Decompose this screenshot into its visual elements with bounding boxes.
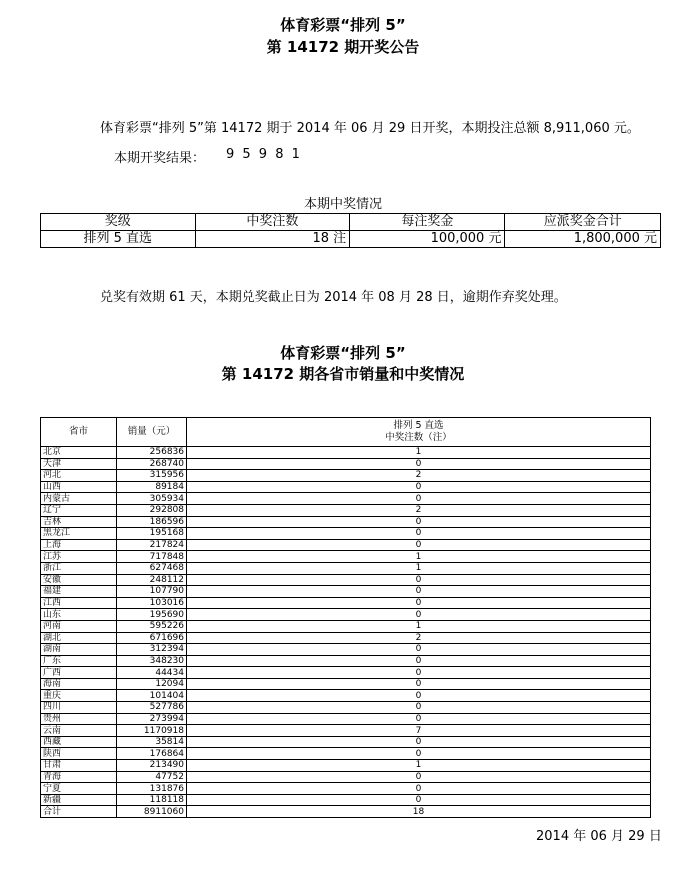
winners-header-line1: 排列 5 直选: [393, 420, 444, 431]
prize-amount: 100,000 元: [350, 231, 505, 248]
province-row: [41, 725, 651, 737]
province-name: 山西: [41, 481, 117, 493]
province-name: 吉林: [41, 516, 117, 528]
prize-header-total: 应派奖金合计: [505, 214, 661, 231]
province-sales: 348230: [117, 655, 187, 667]
province-table-body: [41, 447, 651, 818]
province-sales: 103016: [117, 597, 187, 609]
prize-table-row: [41, 231, 661, 248]
province-row: [41, 516, 651, 528]
province-name: 浙江: [41, 562, 117, 574]
province-sales: 273994: [117, 713, 187, 725]
result-label: 本期开奖结果：: [114, 151, 206, 166]
validity-note: 兑奖有效期 61 天，本期兑奖截止日为 2014 年 08 月 28 日，逾期作弃奖处理。: [100, 290, 567, 305]
province-winners: 0: [187, 690, 651, 702]
province-row: [41, 504, 651, 516]
province-name: 北京: [41, 447, 117, 459]
province-sales: 131876: [117, 783, 187, 795]
province-winners: 0: [187, 713, 651, 725]
province-sales: 107790: [117, 586, 187, 598]
province-table: [40, 417, 651, 818]
winners-header-line2: 中奖注数（注）: [385, 432, 452, 443]
province-name: 陕西: [41, 748, 117, 760]
province-row: [41, 655, 651, 667]
province-name: 海南: [41, 678, 117, 690]
province-winners: 2: [187, 470, 651, 482]
province-row: [41, 620, 651, 632]
province-sales: 268740: [117, 458, 187, 470]
province-sales: 315956: [117, 470, 187, 482]
province-name: 湖北: [41, 632, 117, 644]
province-name: 合计: [41, 806, 117, 818]
province-sales: 256836: [117, 447, 187, 459]
province-row: [41, 783, 651, 795]
province-name: 青海: [41, 771, 117, 783]
province-sales: 195168: [117, 528, 187, 540]
prize-header-amount: 每注奖金: [350, 214, 505, 231]
province-row: [41, 447, 651, 459]
province-winners: 0: [187, 783, 651, 795]
province-name: 新疆: [41, 794, 117, 806]
province-winners: 0: [187, 702, 651, 714]
province-sales: 527786: [117, 702, 187, 714]
province-name: 江苏: [41, 551, 117, 563]
winners-header: [187, 418, 651, 447]
province-row: [41, 667, 651, 679]
prize-header-count: 中奖注数: [195, 214, 350, 231]
province-row: [41, 806, 651, 818]
province-winners: 0: [187, 678, 651, 690]
province-name: 湖南: [41, 644, 117, 656]
province-sales: 12094: [117, 678, 187, 690]
province-sales: 627468: [117, 562, 187, 574]
province-winners: 0: [187, 481, 651, 493]
province-row: [41, 539, 651, 551]
province-winners: 0: [187, 493, 651, 505]
province-name: 黑龙江: [41, 528, 117, 540]
sales-announcement: 体育彩票“排列 5”第 14172 期于 2014 年 06 月 29 日开奖，本期投注总额 8,911,060 元。: [100, 121, 640, 136]
province-name: 天津: [41, 458, 117, 470]
page-title: 体育彩票“排列 5”: [280, 16, 406, 34]
province-name: 江西: [41, 597, 117, 609]
prize-table: [40, 213, 661, 248]
province-sales: 312394: [117, 644, 187, 656]
province-name: 云南: [41, 725, 117, 737]
province-winners: 0: [187, 644, 651, 656]
province-name: 河北: [41, 470, 117, 482]
province-sales: 305934: [117, 493, 187, 505]
province-winners: 0: [187, 528, 651, 540]
province-winners: 1: [187, 620, 651, 632]
province-row: [41, 713, 651, 725]
province-winners: 0: [187, 516, 651, 528]
province-row: [41, 551, 651, 563]
province-winners: 1: [187, 551, 651, 563]
province-winners: 0: [187, 597, 651, 609]
province-name: 宁夏: [41, 783, 117, 795]
province-sales: 35814: [117, 736, 187, 748]
province-winners: 2: [187, 504, 651, 516]
province-row: [41, 481, 651, 493]
province-winners: 0: [187, 458, 651, 470]
province-winners: 0: [187, 609, 651, 621]
province-row: [41, 528, 651, 540]
province-name: 四川: [41, 702, 117, 714]
province-row: [41, 493, 651, 505]
prize-table-header-row: [41, 214, 661, 231]
province-row: [41, 597, 651, 609]
province-winners: 0: [187, 539, 651, 551]
province-name: 山东: [41, 609, 117, 621]
province-winners: 0: [187, 586, 651, 598]
sales-header: 销量（元）: [117, 418, 187, 447]
province-row: [41, 562, 651, 574]
province-row: [41, 690, 651, 702]
province-sales: 248112: [117, 574, 187, 586]
province-winners: 0: [187, 771, 651, 783]
province-name: 内蒙古: [41, 493, 117, 505]
province-winners: 2: [187, 632, 651, 644]
province-row: [41, 760, 651, 772]
province-sales: 671696: [117, 632, 187, 644]
prize-level: 排列 5 直选: [41, 231, 196, 248]
province-winners: 1: [187, 447, 651, 459]
province-row: [41, 748, 651, 760]
province-section-subtitle: 第 14172 期各省市销量和中奖情况: [221, 365, 465, 383]
province-name: 西藏: [41, 736, 117, 748]
province-sales: 595226: [117, 620, 187, 632]
province-winners: 0: [187, 574, 651, 586]
province-sales: 44434: [117, 667, 187, 679]
prize-header-level: 奖级: [41, 214, 196, 231]
province-row: [41, 678, 651, 690]
province-sales: 118118: [117, 794, 187, 806]
province-sales: 717848: [117, 551, 187, 563]
prize-total: 1,800,000 元: [505, 231, 661, 248]
province-winners: 1: [187, 760, 651, 772]
province-row: [41, 644, 651, 656]
province-row: [41, 702, 651, 714]
province-winners: 0: [187, 736, 651, 748]
province-sales: 186596: [117, 516, 187, 528]
province-row: [41, 736, 651, 748]
province-name: 辽宁: [41, 504, 117, 516]
province-sales: 47752: [117, 771, 187, 783]
province-name: 贵州: [41, 713, 117, 725]
footer-date: 2014 年 06 月 29 日: [536, 829, 662, 844]
province-sales: 292808: [117, 504, 187, 516]
province-table-header-row: [41, 418, 651, 447]
province-sales: 213490: [117, 760, 187, 772]
province-row: [41, 609, 651, 621]
province-name: 上海: [41, 539, 117, 551]
province-name: 广东: [41, 655, 117, 667]
province-row: [41, 458, 651, 470]
province-row: [41, 574, 651, 586]
province-name: 福建: [41, 586, 117, 598]
province-sales: 176864: [117, 748, 187, 760]
province-winners: 0: [187, 667, 651, 679]
prize-count: 18 注: [195, 231, 350, 248]
prize-table-caption: 本期中奖情况: [303, 197, 382, 212]
province-winners: 7: [187, 725, 651, 737]
province-winners: 0: [187, 655, 651, 667]
province-name: 安徽: [41, 574, 117, 586]
province-sales: 1170918: [117, 725, 187, 737]
page-subtitle: 第 14172 期开奖公告: [266, 38, 420, 56]
province-sales: 217824: [117, 539, 187, 551]
province-name: 重庆: [41, 690, 117, 702]
province-row: [41, 632, 651, 644]
province-row: [41, 794, 651, 806]
province-sales: 101404: [117, 690, 187, 702]
province-sales: 8911060: [117, 806, 187, 818]
result-numbers: 9 5 9 8 1: [226, 147, 302, 162]
province-sales: 89184: [117, 481, 187, 493]
province-row: [41, 470, 651, 482]
province-name: 甘肃: [41, 760, 117, 772]
province-header: 省市: [41, 418, 117, 447]
province-winners: 18: [187, 806, 651, 818]
province-winners: 1: [187, 562, 651, 574]
province-winners: 0: [187, 794, 651, 806]
province-row: [41, 771, 651, 783]
province-sales: 195690: [117, 609, 187, 621]
province-section-title: 体育彩票“排列 5”: [280, 344, 406, 362]
province-name: 广西: [41, 667, 117, 679]
province-name: 河南: [41, 620, 117, 632]
province-row: [41, 586, 651, 598]
province-winners: 0: [187, 748, 651, 760]
